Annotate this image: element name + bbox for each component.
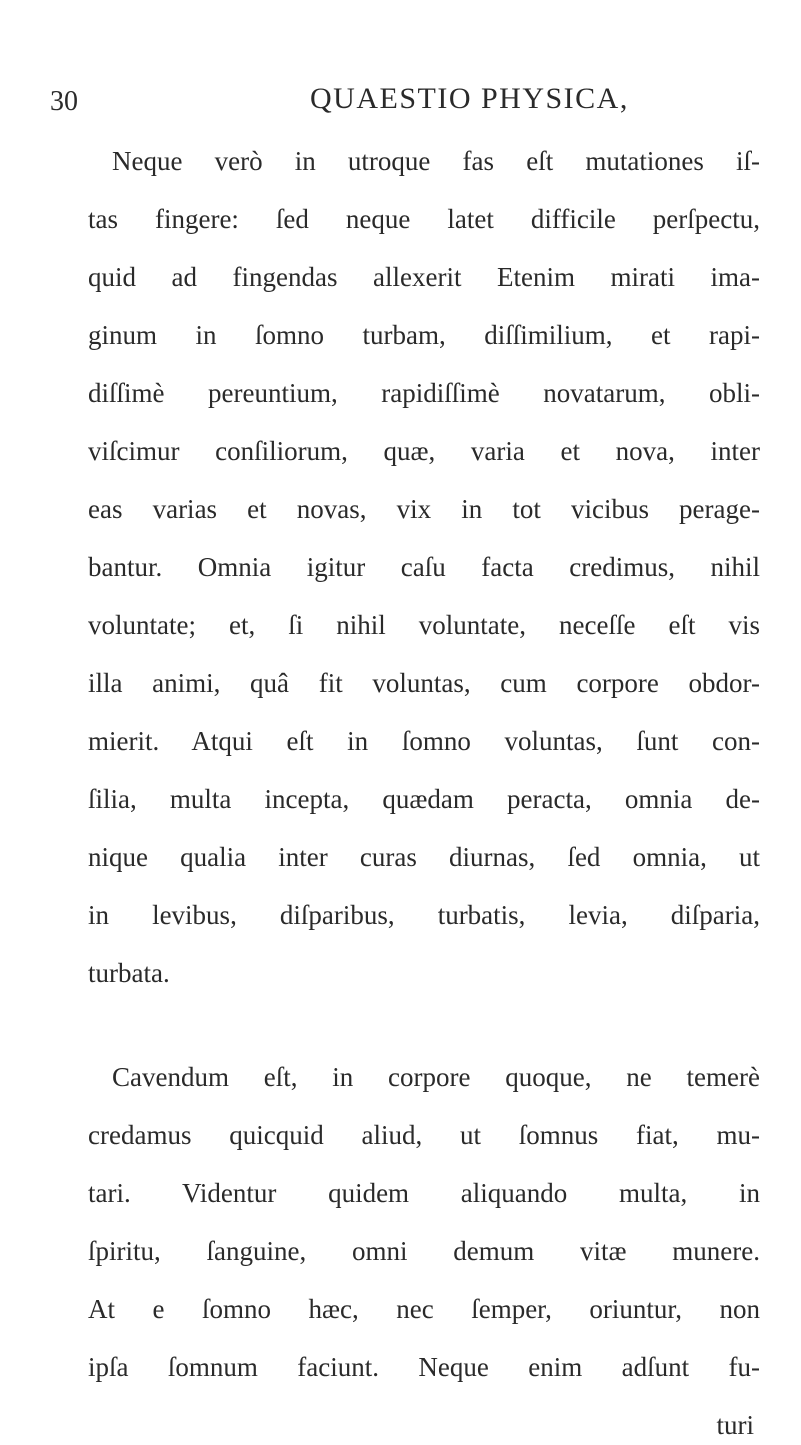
paragraph-gap — [88, 1002, 760, 1048]
paragraph-1 — [88, 132, 760, 1002]
text-line: voluntate; et, ſi nihil voluntate, neceſſe eſt vis — [88, 610, 760, 640]
text-line: quid ad fingendas allexerit Etenim mirati ima- — [88, 262, 760, 292]
text-line: eas varias et novas, vix in tot vicibus perage- — [88, 494, 760, 524]
text-line: ginum in ſomno turbam, diſſimilium, et rapi- — [88, 320, 760, 350]
text-line: bantur. Omnia igitur caſu facta credimus, nihil — [88, 552, 760, 582]
text-line: mierit. Atqui eſt in ſomno voluntas, ſunt con- — [88, 726, 760, 756]
text-line: ſilia, multa incepta, quædam peracta, omnia de- — [88, 784, 760, 814]
page-header — [0, 76, 801, 126]
running-title: QUAESTIO PHYSICA, — [310, 82, 629, 115]
text-line: ſpiritu, ſanguine, omni demum vitæ munere. — [88, 1236, 760, 1266]
text-line: Cavendum eſt, in corpore quoque, ne temerè — [112, 1062, 760, 1092]
text-line: At e ſomno hæc, nec ſemper, oriuntur, non — [88, 1294, 760, 1324]
text-line: turbata. — [88, 958, 170, 988]
text-line: tari. Videntur quidem aliquando multa, in — [88, 1178, 760, 1208]
text-line: illa animi, quâ fit voluntas, cum corpore obdor- — [88, 668, 760, 698]
body-text — [88, 132, 760, 1445]
text-line: viſcimur conſiliorum, quæ, varia et nova, inter — [88, 436, 760, 466]
page-number: 30 — [50, 86, 78, 117]
text-line: nique qualia inter curas diurnas, ſed omnia, ut — [88, 842, 760, 872]
text-line: Neque verò in utroque fas eſt mutationes iſ- — [112, 146, 760, 176]
text-line: tas fingere: ſed neque latet difficile perſpectu, — [88, 204, 760, 234]
catchword: turi — [716, 1410, 754, 1440]
text-line: diſſimè pereuntium, rapidiſſimè novatarum, obli- — [88, 378, 760, 408]
text-line: in levibus, diſparibus, turbatis, levia, diſparia, — [88, 900, 760, 930]
text-line: credamus quicquid aliud, ut ſomnus fiat, mu- — [88, 1120, 760, 1150]
text-line: ipſa ſomnum faciunt. Neque enim adſunt fu- — [88, 1352, 760, 1382]
paragraph-2 — [88, 1048, 760, 1396]
